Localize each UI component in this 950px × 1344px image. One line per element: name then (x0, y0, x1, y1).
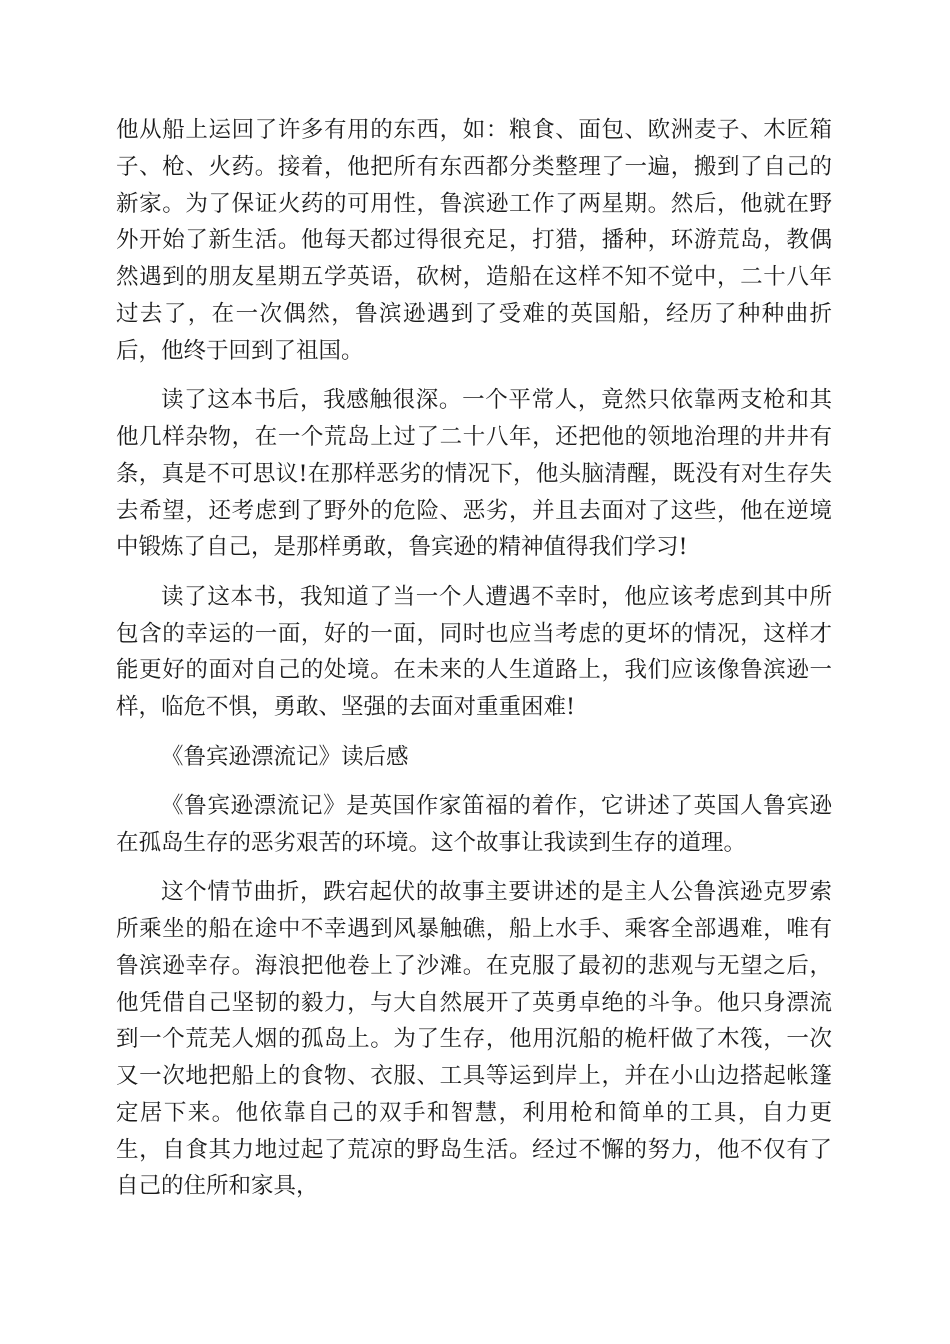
section-heading: 《鲁宾逊漂流记》读后感 (161, 743, 409, 770)
paragraph-lesson: 读了这本书，我知道了当一个人遭遇不幸时，他应该考虑到其中所包含的幸运的一面，好的一面，同时也应当考虑的更坏的情况，这样才能更好的面对自己的处境。在未来的人生道路上，我们应该像鲁滨逊一样，临危不惧，勇敢、坚强的去面对重重困难! (116, 583, 832, 721)
document-page (116, 112, 832, 1218)
paragraph-continued: 他从船上运回了许多有用的东西，如：粮食、面包、欧洲麦子、木匠箱子、枪、火药。接着，他把所有东西都分类整理了一遍，搬到了自己的新家。为了保证火药的可用性，鲁滨逊工作了两星期。然后，他就在野外开始了新生活。他每天都过得很充足，打猎，播种，环游荒岛，教偶然遇到的朋友星期五学英语，砍树，造船在这样不知不觉中，二十八年过去了，在一次偶然，鲁滨逊遇到了受难的英国船，经历了种种曲折后，他终于回到了祖国。 (116, 117, 832, 364)
paragraph-story: 这个情节曲折，跌宕起伏的故事主要讲述的是主人公鲁滨逊克罗索所乘坐的船在途中不幸遇到风暴触礁，船上水手、乘客全部遇难，唯有鲁滨逊幸存。海浪把他卷上了沙滩。在克服了最初的悲观与无望之后，他凭借自己坚韧的毅力，与大自然展开了英勇卓绝的斗争。他只身漂流到一个荒芜人烟的孤岛上。为了生存，他用沉船的桅杆做了木筏，一次又一次地把船上的食物、衣服、工具等运到岸上，并在小山边搭起帐篷定居下来。他依靠自己的双手和智慧，利用枪和简单的工具，自力更生，自食其力地过起了荒凉的野岛生活。经过不懈的努力，他不仅有了自己的住所和家具， (116, 879, 832, 1200)
paragraph-intro: 《鲁宾逊漂流记》是英国作家笛福的着作，它讲述了英国人鲁宾逊在孤岛生存的恶劣艰苦的环境。这个故事让我读到生存的道理。 (116, 792, 832, 856)
paragraph-reflection: 读了这本书后，我感触很深。一个平常人，竟然只依靠两支枪和其他几样杂物，在一个荒岛上过了二十八年，还把他的领地治理的井井有条，真是不可思议!在那样恶劣的情况下，他头脑清醒，既没有对生存失去希望，还考虑到了野外的危险、恶劣，并且去面对了这些，他在逆境中锻炼了自己，是那样勇敢，鲁宾逊的精神值得我们学习! (116, 387, 832, 561)
